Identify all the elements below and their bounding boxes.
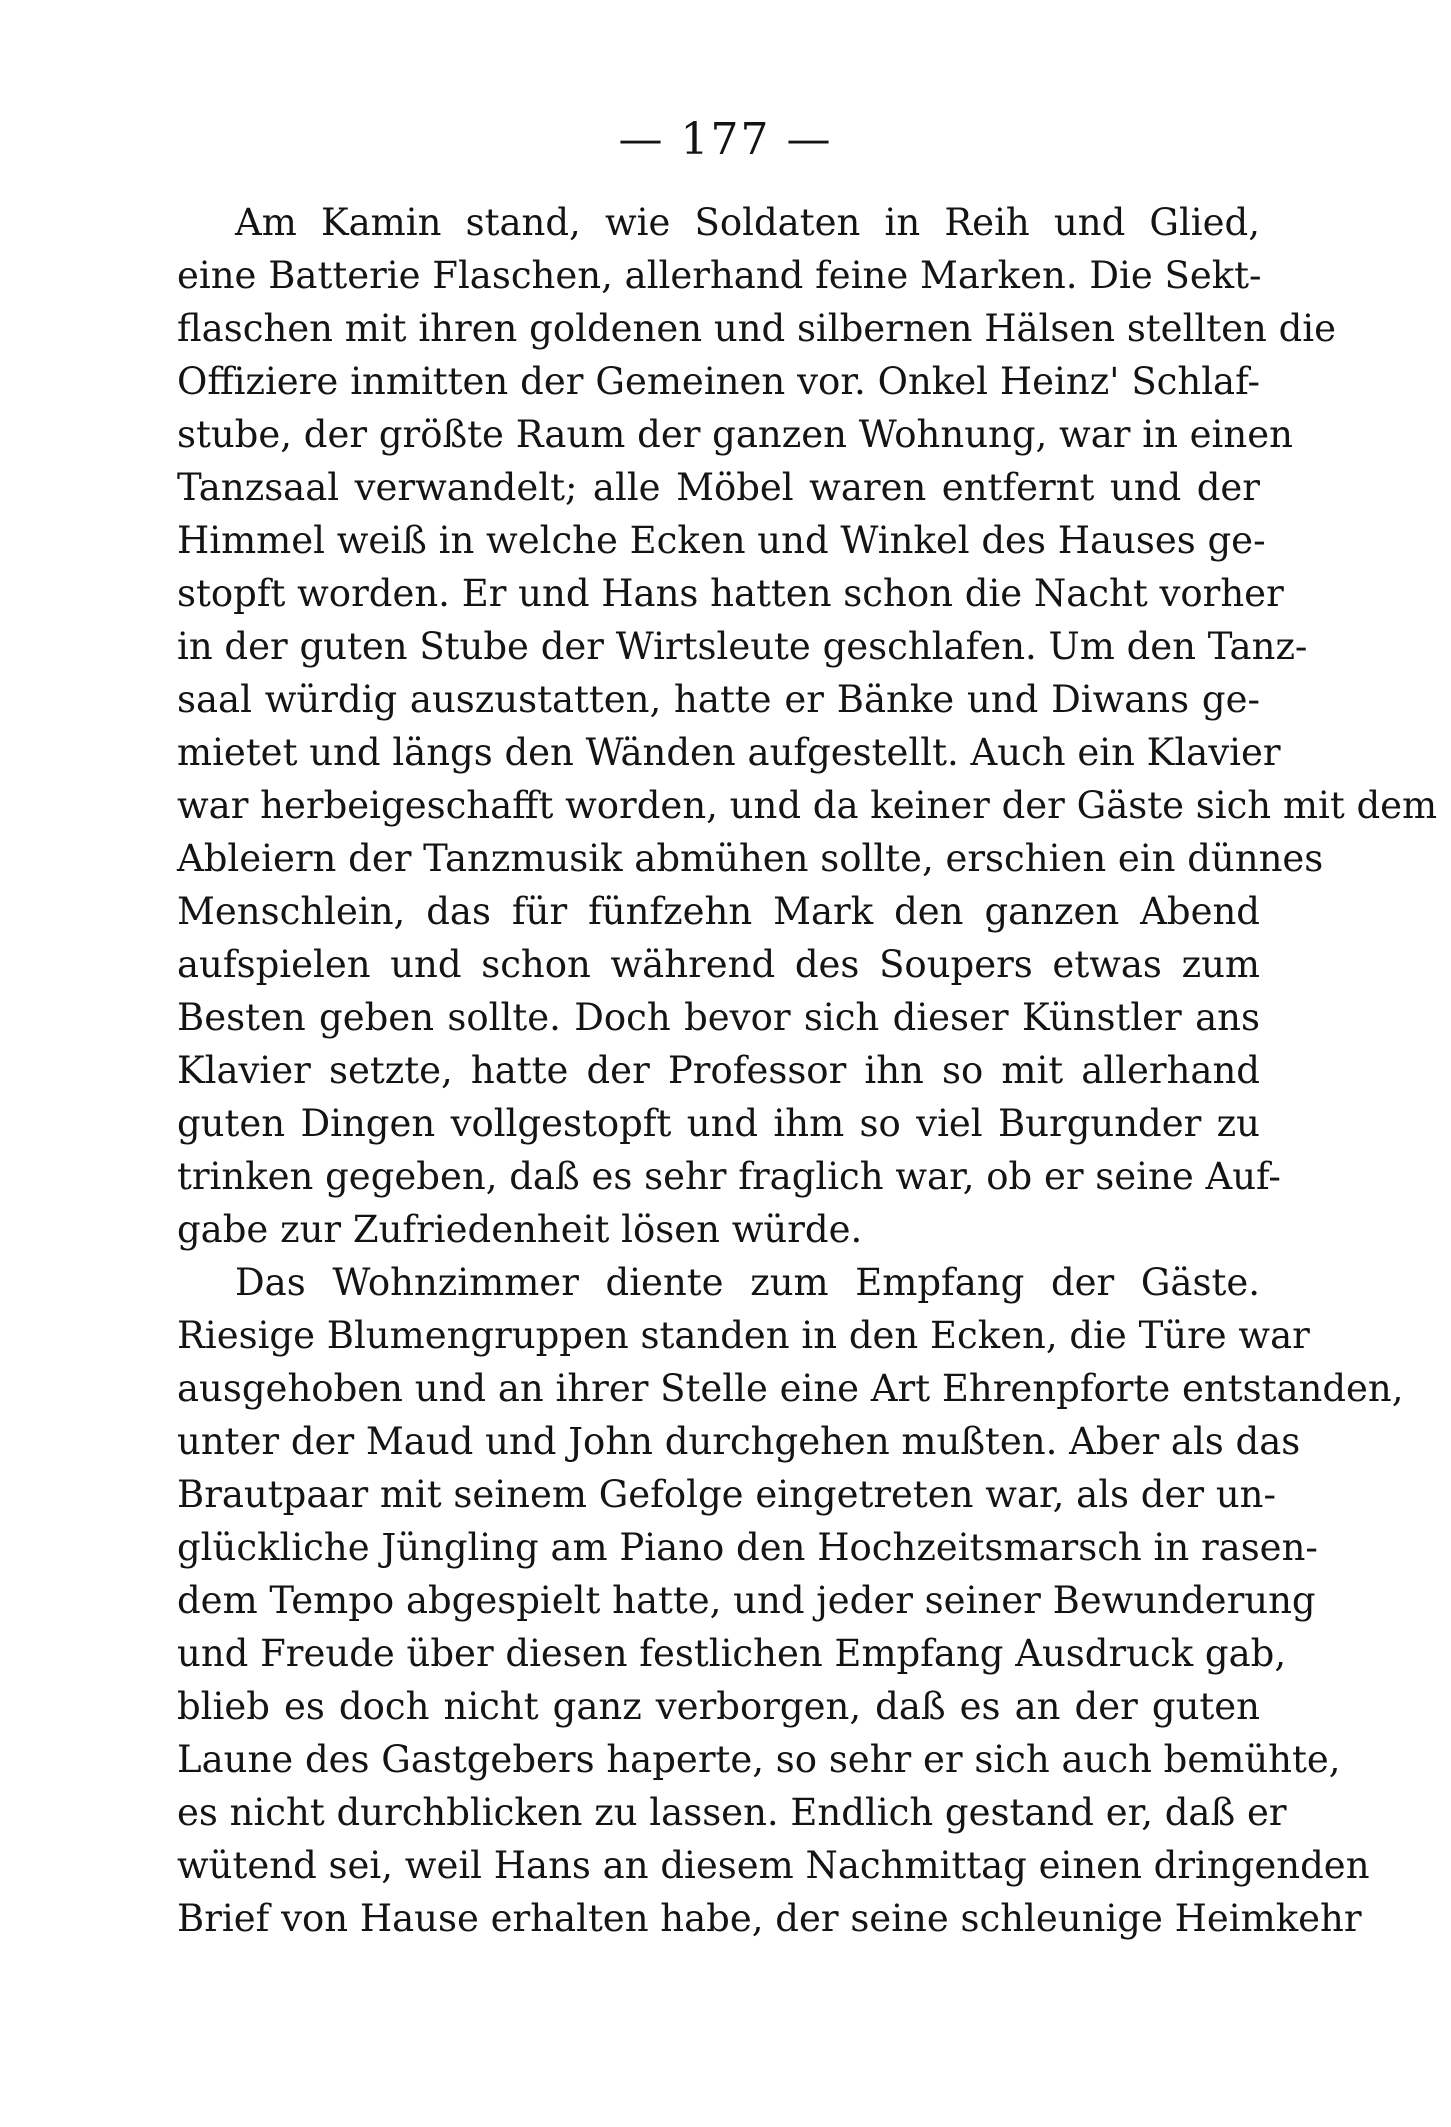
text-line: in der guten Stube der Wirtsleute geschlafen. Um den Tanz- — [177, 625, 1308, 668]
text-line: blieb es doch nicht ganz verborgen, daß es an der guten — [177, 1685, 1260, 1728]
page-number: — 177 — — [618, 114, 833, 165]
text-line: Brief von Hause erhalten habe, der seine schleunige Heimkehr — [177, 1897, 1362, 1940]
text-line: Klavier setzte, hatte der Professor ihn so mit allerhand — [177, 1049, 1260, 1092]
text-line: stube, der größte Raum der ganzen Wohnung, war in einen — [177, 413, 1293, 456]
text-line: stopft worden. Er und Hans hatten schon die Nacht vorher — [177, 572, 1284, 615]
text-line: glückliche Jüngling am Piano den Hochzeitsmarsch in rasen- — [177, 1526, 1318, 1569]
body-text — [177, 196, 1438, 1945]
text-line: eine Batterie Flaschen, allerhand feine Marken. Die Sekt- — [177, 254, 1262, 297]
text-line: trinken gegeben, daß es sehr fraglich war, ob er seine Auf- — [177, 1155, 1281, 1198]
text-line: Brautpaar mit seinem Gefolge eingetreten war, als der un- — [177, 1473, 1276, 1516]
text-line: Das Wohnzimmer diente zum Empfang der Gäste. — [235, 1261, 1260, 1304]
text-line: Menschlein, das für fünfzehn Mark den ganzen Abend — [177, 890, 1260, 933]
text-line: Am Kamin stand, wie Soldaten in Reih und Glied, — [235, 201, 1260, 244]
text-line: Laune des Gastgebers haperte, so sehr er sich auch bemühte, — [177, 1738, 1341, 1781]
text-line: Ableiern der Tanzmusik abmühen sollte, erschien ein dünnes — [177, 837, 1324, 880]
text-line: Riesige Blumengruppen standen in den Ecken, die Türe war — [177, 1314, 1310, 1357]
text-line: aufspielen und schon während des Soupers etwas zum — [177, 943, 1260, 986]
text-line: es nicht durchblicken zu lassen. Endlich gestand er, daß er — [177, 1791, 1287, 1834]
text-line: Tanzsaal verwandelt; alle Möbel waren entfernt und der — [177, 466, 1260, 509]
text-line: und Freude über diesen festlichen Empfang Ausdruck gab, — [177, 1632, 1287, 1675]
paragraph-1 — [177, 196, 1438, 1256]
text-line: unter der Maud und John durchgehen mußten. Aber als das — [177, 1420, 1301, 1463]
text-line: flaschen mit ihren goldenen und silbernen Hälsen stellten die — [177, 307, 1337, 350]
text-line: saal würdig auszustatten, hatte er Bänke und Diwans ge- — [177, 678, 1260, 721]
paragraph-2 — [177, 1256, 1404, 1945]
text-line: dem Tempo abgespielt hatte, und jeder seiner Bewunderung — [177, 1579, 1316, 1622]
text-line: Besten geben sollte. Doch bevor sich dieser Künstler ans — [177, 996, 1260, 1039]
text-line: Himmel weiß in welche Ecken und Winkel des Hauses ge- — [177, 519, 1266, 562]
text-line: mietet und längs den Wänden aufgestellt. Auch ein Klavier — [177, 731, 1281, 774]
text-line: Offiziere inmitten der Gemeinen vor. Onkel Heinz' Schlaf- — [177, 360, 1260, 403]
text-line: wütend sei, weil Hans an diesem Nachmittag einen dringenden — [177, 1844, 1370, 1887]
text-line: ausgehoben und an ihrer Stelle eine Art Ehrenpforte entstanden, — [177, 1367, 1404, 1410]
text-line: gabe zur Zufriedenheit lösen würde. — [177, 1208, 863, 1251]
text-line: war herbeigeschafft worden, und da keiner der Gäste sich mit dem — [177, 784, 1438, 827]
text-line: guten Dingen vollgestopft und ihm so viel Burgunder zu — [177, 1102, 1260, 1145]
